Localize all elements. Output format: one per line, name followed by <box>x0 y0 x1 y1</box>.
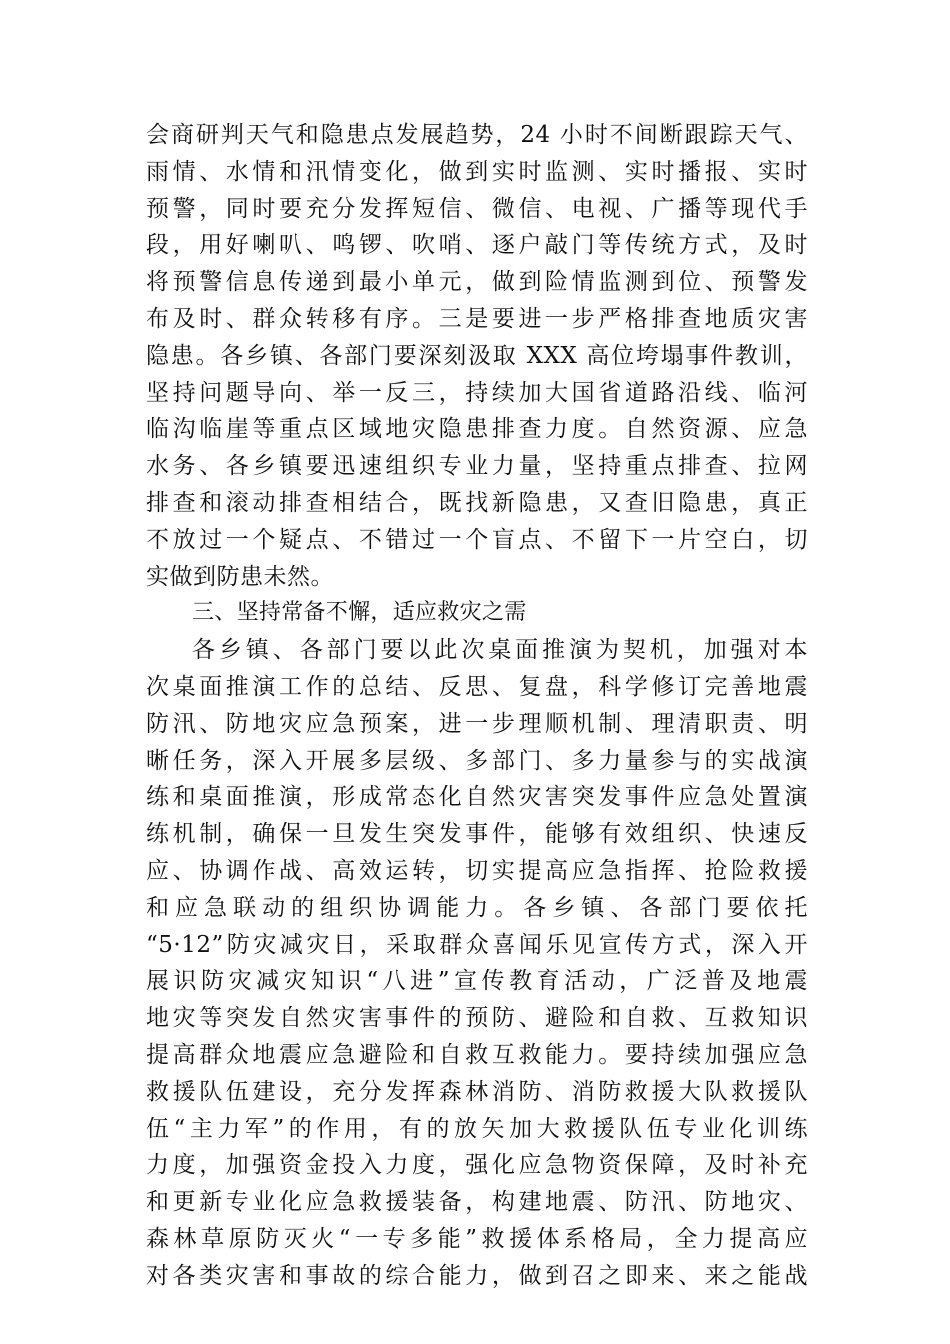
paragraph-line: 坚持问题导向、举一反三，持续加大国省道路沿线、临河 <box>146 379 808 406</box>
paragraph-line: 和应急联动的组织协调能力。各乡镇、各部门要依托 <box>146 894 808 921</box>
paragraph-line: 将预警信息传递到最小单元，做到险情监测到位、预警发 <box>146 269 808 296</box>
paragraph-line: 隐患。各乡镇、各部门要深刻汲取 XXX 高位垮塌事件教训， <box>146 342 808 369</box>
paragraph-line: 伍“主力军”的作用，有的放矢加大救援队伍专业化训练 <box>146 1115 808 1142</box>
paragraph-line: 会商研判天气和隐患点发展趋势，24 小时不间断跟踪天气、 <box>146 122 808 148</box>
paragraph-line: 各乡镇、各部门要以此次桌面推演为契机，加强对本 <box>192 637 808 664</box>
paragraph-line: 森林草原防灭火“一专多能”救援体系格局，全力提高应 <box>146 1225 808 1252</box>
paragraph-line: 布及时、群众转移有序。三是要进一步严格排查地质灾害 <box>146 305 808 332</box>
paragraph-line: 水务、各乡镇要迅速组织专业力量，坚持重点排查、拉网 <box>146 453 808 480</box>
paragraph-line: 对各类灾害和事故的综合能力，做到召之即来、来之能战 <box>146 1262 808 1289</box>
paragraph-line: 提高群众地震应急避险和自救互救能力。要持续加强应急 <box>146 1041 808 1068</box>
paragraph-line: 晰任务，深入开展多层级、多部门、多力量参与的实战演 <box>146 747 808 774</box>
paragraph-line: 和更新专业化应急救援装备，构建地震、防汛、防地灾、 <box>146 1189 808 1216</box>
paragraph-line: 临沟临崖等重点区域地灾隐患排查力度。自然资源、应急 <box>146 416 808 443</box>
paragraph-line: 练机制，确保一旦发生突发事件，能够有效组织、快速反 <box>146 821 808 848</box>
section-heading: 三、坚持常备不懈，适应救灾之需 <box>192 600 527 626</box>
paragraph-line: 不放过一个疑点、不错过一个盲点、不留下一片空白，切 <box>146 526 808 553</box>
paragraph-line: “5·12”防灾减灾日，采取群众喜闻乐见宣传方式，深入开 <box>146 931 808 958</box>
paragraph-line: 地灾等突发自然灾害事件的预防、避险和自救、互救知识 <box>146 1005 808 1032</box>
document-body <box>146 117 808 1295</box>
paragraph-line: 救援队伍建设，充分发挥森林消防、消防救援大队救援队 <box>146 1078 808 1105</box>
paragraph-line: 次桌面推演工作的总结、反思、复盘，科学修订完善地震 <box>146 673 808 700</box>
paragraph-line: 雨情、水情和汛情变化，做到实时监测、实时播报、实时 <box>146 158 808 185</box>
paragraph-line: 预警，同时要充分发挥短信、微信、电视、广播等现代手 <box>146 195 808 222</box>
paragraph-line: 力度，加强资金投入力度，强化应急物资保障，及时补充 <box>146 1152 808 1179</box>
paragraph-line: 练和桌面推演，形成常态化自然灾害突发事件应急处置演 <box>146 784 808 811</box>
paragraph-line: 段，用好喇叭、鸣锣、吹哨、逐户敲门等传统方式，及时 <box>146 232 808 259</box>
paragraph-line: 展识防灾减灾知识“八进”宣传教育活动，广泛普及地震 <box>146 968 808 995</box>
paragraph-2 <box>146 632 808 1294</box>
paragraph-1 <box>146 117 808 595</box>
paragraph-line: 防汛、防地灾应急预案，进一步理顺机制、理清职责、明 <box>146 710 808 737</box>
paragraph-line: 实做到防患未然。 <box>146 563 334 590</box>
paragraph-line: 排查和滚动排查相结合，既找新隐患，又查旧隐患，真正 <box>146 489 808 516</box>
paragraph-line: 应、协调作战、高效运转，切实提高应急指挥、抢险救援 <box>146 857 808 884</box>
